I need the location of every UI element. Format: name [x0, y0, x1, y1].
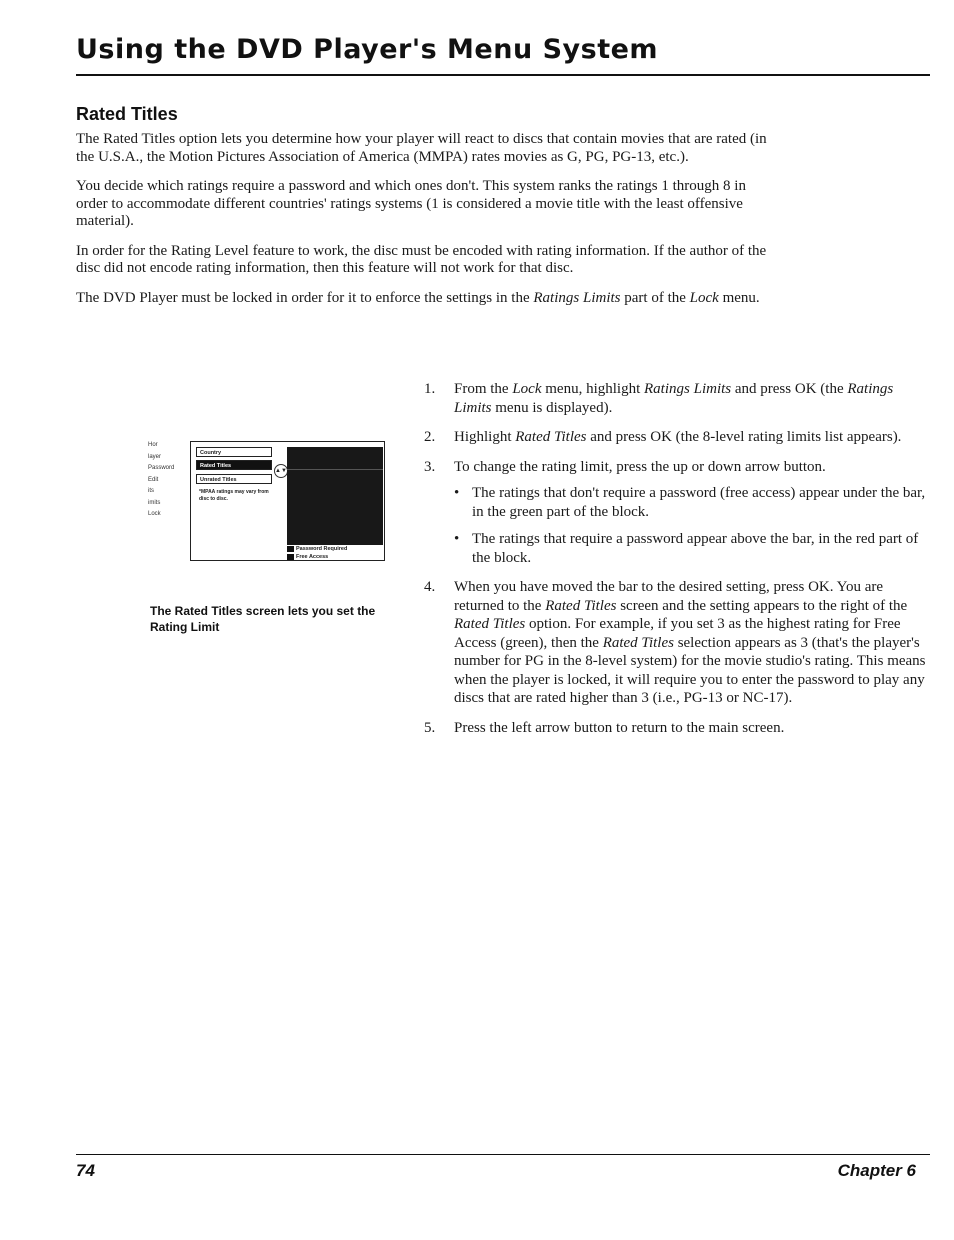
- intro-text: [76, 131, 776, 319]
- footer-rule: [76, 1154, 930, 1155]
- step-number: 5.: [424, 719, 436, 736]
- step-text: Press the left arrow button to return to the main screen.: [454, 719, 785, 736]
- chapter-label: Chapter 6: [837, 1161, 916, 1180]
- text-run: Highlight: [454, 429, 516, 445]
- text-run: and press OK (the 8-level rating limits list appears).: [586, 429, 902, 445]
- up-down-arrow-icon: ▲▼: [274, 464, 288, 478]
- section-heading: Rated Titles: [76, 104, 178, 124]
- text-run: and press OK (the: [731, 381, 848, 397]
- figure-caption: The Rated Titles screen lets you set the Rating Limit: [150, 604, 376, 634]
- text-run: menu.: [718, 289, 760, 306]
- text-run-italic: Lock: [689, 289, 719, 306]
- bullet-item: • The ratings that don't require a password (free access) appear under the bar, in the green part of the block.: [454, 484, 929, 521]
- title-rule: [76, 74, 930, 76]
- step-item: [424, 458, 929, 568]
- bullet-list: [454, 484, 929, 567]
- legend-label: Password Required: [296, 546, 348, 552]
- legend-free-access: [287, 553, 328, 561]
- text-run: From the: [454, 381, 513, 397]
- step-item: [424, 380, 929, 417]
- text-run: screen and the setting appears to the right of the: [616, 597, 908, 614]
- text-run-italic: Rated Titles: [515, 429, 587, 445]
- step-item: [424, 578, 929, 708]
- intro-paragraph: [76, 290, 776, 308]
- side-menu-item: imits: [148, 499, 161, 506]
- text-run-italic: Lock: [512, 381, 542, 397]
- legend-label: Free Access: [296, 554, 329, 560]
- text-run: The DVD Player must be locked in order for it to enforce the settings in the: [76, 289, 534, 306]
- intro-paragraph: In order for the Rating Level feature to work, the disc must be encoded with rating information. If the author of the disc did not encode rating information, then this feature will not work for that disc.: [76, 242, 767, 276]
- text-run: selection appears as 3 (that's the player's number for PG in the 8-level system) for the movie studio's rating. This means when the player is locked, it will require you to enter the password to play any discs that are rated higher than 3 (i.e., PG-13 or NC-17).: [454, 634, 926, 706]
- page-title: Using the DVD Player's Menu System: [76, 34, 659, 65]
- text-run: When you have moved the bar to the desired setting, press OK. You are returned to the: [454, 579, 884, 614]
- text-run-italic: Rated Titles: [454, 616, 526, 632]
- step-number: 3.: [424, 458, 436, 475]
- text-run-italic: Rated Titles: [545, 597, 617, 614]
- rating-scale-header: [287, 447, 383, 470]
- step-text: To change the rating limit, press the up or down arrow button.: [454, 458, 826, 475]
- legend-password-required: [287, 545, 347, 553]
- side-menu-item: Hor: [148, 442, 158, 448]
- side-menu-item: layer: [148, 453, 162, 460]
- step-number: 4.: [424, 579, 436, 595]
- text-run: menu is displayed).: [491, 399, 613, 416]
- rating-scale-block: [287, 447, 383, 545]
- text-run-italic: Ratings Limits: [533, 289, 621, 306]
- text-run-italic: Ratings Limits: [454, 381, 894, 416]
- side-menu: [148, 440, 174, 521]
- text-run-italic: Ratings Limits: [644, 381, 732, 397]
- option-country: Country: [196, 447, 272, 457]
- step-item: [424, 719, 929, 738]
- step-number: 2.: [424, 429, 436, 445]
- side-menu-item: Password: [148, 465, 175, 471]
- text-run: menu, highlight: [541, 381, 645, 397]
- option-rated-titles: Rated Titles: [196, 460, 272, 470]
- text-run-italic: Rated Titles: [602, 634, 674, 651]
- step-number: 1.: [424, 381, 436, 397]
- side-menu-item: Lock: [148, 511, 161, 517]
- text-run: part of the: [620, 289, 690, 306]
- intro-paragraph: You decide which ratings require a password and which ones don't. This system ranks the ratings 1 through 8 in order to accommodate different countries' ratings systems (1 is considered a movie title with the least offensive material).: [76, 178, 746, 229]
- steps-list: [424, 380, 929, 748]
- intro-paragraph: The Rated Titles option lets you determine how your player will react to discs that contain movies that are rated (in the U.S.A., the Motion Pictures Association of America (MMPA) rates movies as G, PG, PG-13, etc.).: [76, 131, 767, 165]
- step-item: [424, 428, 929, 447]
- rated-titles-panel: [190, 441, 385, 561]
- option-unrated-titles: Unrated Titles: [196, 474, 272, 484]
- free-access-swatch: [287, 554, 294, 560]
- text-run: option. For example, if you set 3 as the highest rating for Free Access (green), then the: [454, 616, 901, 651]
- password-required-swatch: [287, 546, 294, 552]
- mpaa-note: *MPAA ratings may vary from disc to disc.: [199, 489, 269, 502]
- bullet-item: • The ratings that require a password appear above the bar, in the red part of the block.: [454, 530, 929, 567]
- side-menu-item: Edit: [148, 476, 159, 483]
- page-number: 74: [76, 1161, 95, 1180]
- side-menu-item: its: [148, 488, 154, 494]
- rated-titles-screenshot: [146, 425, 406, 605]
